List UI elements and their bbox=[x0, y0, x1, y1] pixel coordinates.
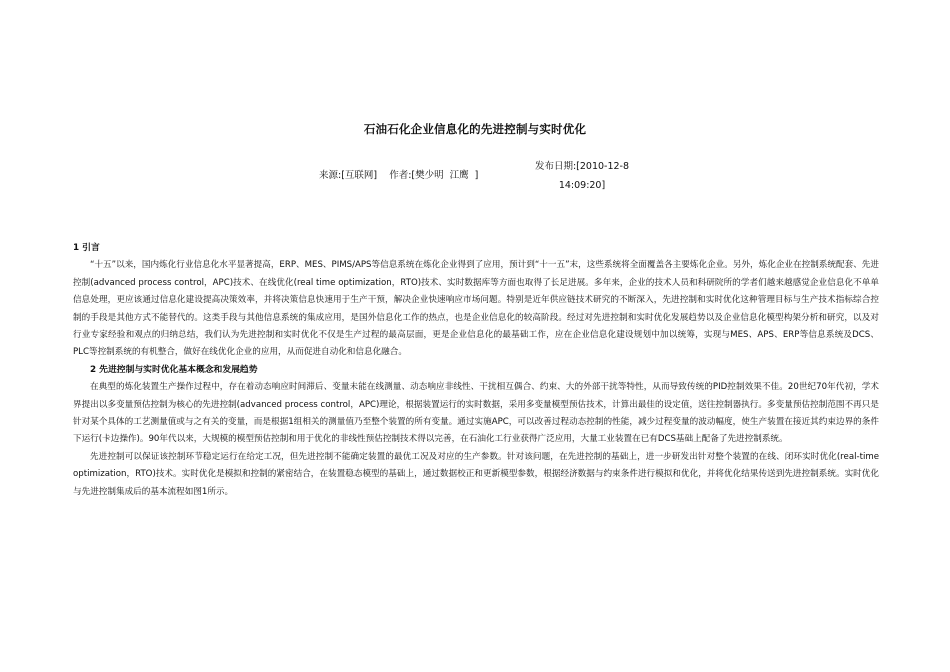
section-heading-concepts: 2 先进控制与实时优化基本概念和发展趋势 bbox=[90, 364, 258, 375]
document-title: 石油石化企业信息化的先进控制与实时优化 bbox=[363, 122, 587, 136]
publish-date-line1: 发布日期:[2010-12-8 bbox=[534, 161, 630, 172]
publish-date bbox=[512, 157, 652, 195]
publish-date-line2: 14:09:20] bbox=[558, 180, 606, 191]
paragraph: “十五”以来，国内炼化行业信息化水平显著提高，ERP、MES、PIMS/APS等信息系统在炼化企业得到了应用，预计到“十一五”末，这些系统将全面覆盖各主要炼化企业。另外，炼化企业在控制系统配套、先进控制(advanced process control，APC)技术、在线优化(real time optimization，RTO)技术、实时数据库等方面也取得了长足进展。多年来，企业的技术人员和科研院所的学者们越来越感觉企业信息化不单单信息处理，更应该通过信息化建设提高决策效率，并将决策信息快速用于生产干预，解决企业快速响应市场问题。特别是近年供应链技术研究的不断深入，先进控制和实时优化这种管理目标与生产技术指标综合控制的手段是其他方式不能替代的。这类手段与其他信息系统的集成应用，是国外信息化工作的热点，也是企业信息化的较高阶段。经过对先进控制和实时优化发展趋势以及企业信息化模型构架分析和研究，以及对行业专家经验和观点的归纳总结，我们认为先进控制和实时优化不仅是生产过程的最高层面，更是企业信息化的最基础工作，应在企业信息化建设规划中加以统筹，实现与MES、APS、ERP等信息系统及DCS、PLC等控制系统的有机整合，做好在线优化企业的应用，从而促进自动化和信息化融合。 bbox=[73, 260, 879, 358]
paragraph: 在典型的炼化装置生产操作过程中，存在着动态响应时间滞后、变量未能在线测量、动态响应非线性、干扰相互偶合、约束、大的外部干扰等特性，从而导致传统的PID控制效果不佳。20世纪70年代初，学术界提出以多变量预估控制为核心的先进控制(advanced process control，APC)理论，根据装置运行的实时数据，采用多变量模型预估技术，计算出最佳的设定值，送往控制器执行。多变量预估控制范围不再只是针对某个具体的工艺测量值或与之有关的变量，而是根据1组相关的测量值乃至整个装置的所有变量。通过实施APC，可以改善过程动态控制的性能，减少过程变量的波动幅度，使生产装置在接近其约束边界的条件下运行(卡边操作)。90年代以来，大规模的模型预估控制和用于优化的非线性预估控制技术得以完善，在石油化工行业获得广泛应用，大量工业装置在已有DCS基础上配备了先进控制系统。 bbox=[73, 382, 879, 445]
source-author-line: 来源:[互联网] 作者:[樊少明 江鹰 ] bbox=[319, 170, 479, 181]
article-meta bbox=[300, 155, 660, 195]
section-heading-intro: 1 引言 bbox=[73, 243, 100, 253]
article-body bbox=[73, 240, 879, 501]
paragraph: 先进控制可以保证该控制环节稳定运行在给定工况，但先进控制不能确定装置的最优工况及对应的生产参数。针对该问题，在先进控制的基础上，进一步研发出针对整个装置的在线、闭环实时优化(real-time optimization，RTO)技术。实时优化是模拟和控制的紧密结合，在装置稳态模型的基础上，通过数据校正和更新模型参数，根据经济数据与约束条件进行模拟和优化，并将优化结果传送到先进控制系统。实时优化与先进控制集成后的基本流程如图1所示。 bbox=[73, 451, 879, 497]
